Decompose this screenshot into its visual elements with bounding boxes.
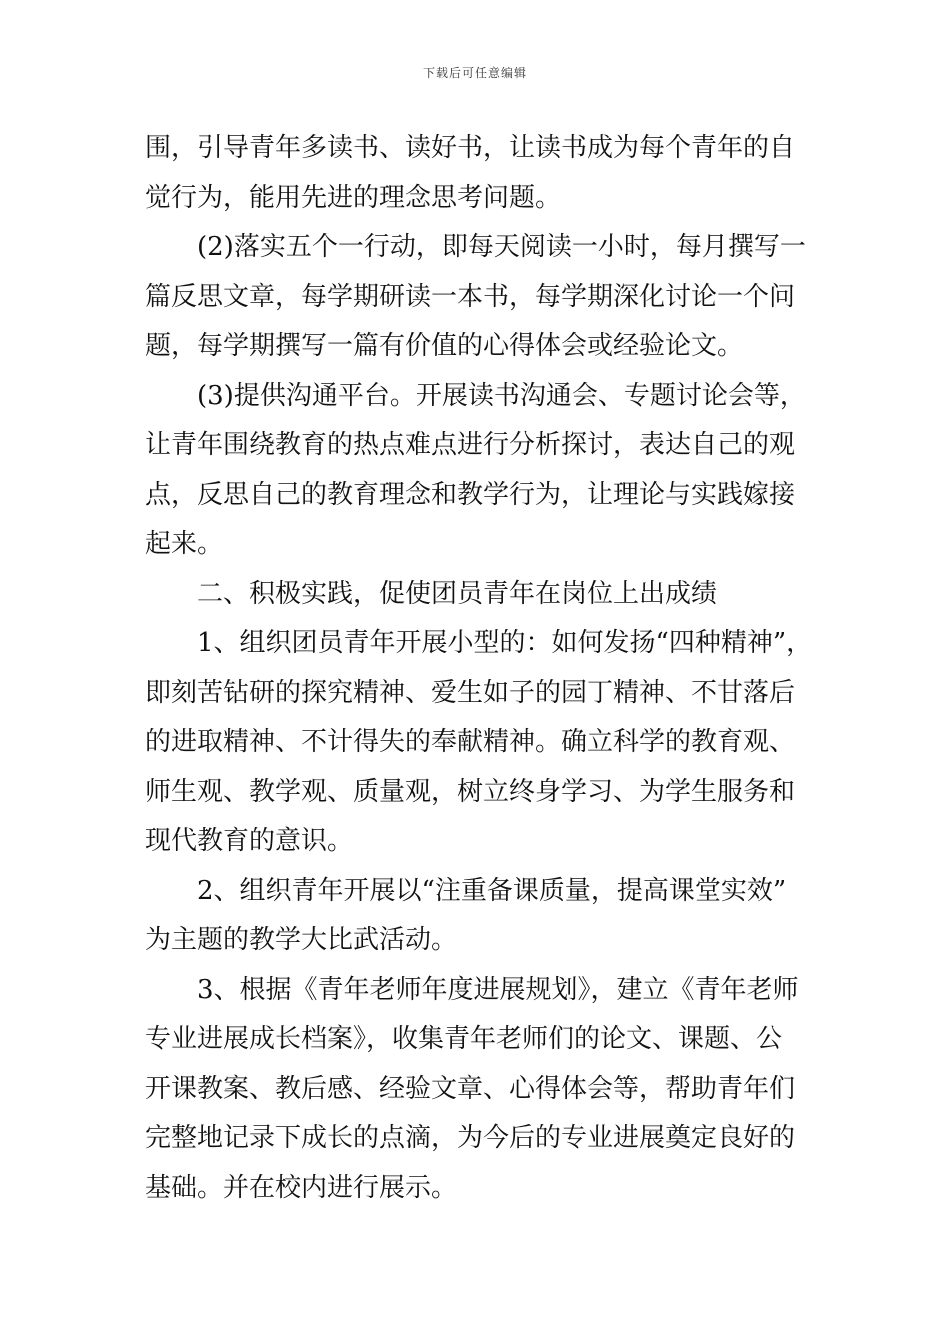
text-line: 即刻苦钻研的探究精神、爱生如子的园丁精神、不甘落后 [145, 677, 796, 708]
text-line: 3、根据《青年老师年度进展规划》，建立《青年老师 [197, 974, 799, 1005]
section-heading: 二、积极实践，促使团员青年在岗位上出成绩 [197, 578, 718, 609]
text-line: 的进取精神、不计得失的奉献精神。确立科学的教育观、 [145, 727, 796, 757]
text-line: 现代教育的意识。 [145, 826, 354, 856]
text-line: 篇反思文章，每学期研读一本书，每学期深化讨论一个问 [145, 281, 796, 312]
text-line: 2、组织青年开展以“注重备课质量，提高课堂实效” [197, 875, 787, 906]
text-line: 为主题的教学大比武活动。 [145, 925, 458, 955]
header-note: 下载后可任意编辑 [422, 66, 527, 80]
text-line: (2)落实五个一行动，即每天阅读一小时，每月撰写一 [197, 232, 806, 262]
text-line: 专业进展成长档案》，收集青年老师们的论文、课题、公 [145, 1024, 783, 1054]
text-line: 题，每学期撰写一篇有价值的心得体会或经验论文。 [145, 331, 744, 361]
text-line: 围，引导青年多读书、读好书，让读书成为每个青年的自 [145, 133, 796, 163]
text-line: 1、组织团员青年开展小型的：如何发扬“四种精神”， [197, 628, 813, 658]
text-line: 让青年围绕教育的热点难点进行分析探讨，表达自己的观 [145, 430, 796, 460]
text-line: (3)提供沟通平台。开展读书沟通会、专题讨论会等， [197, 380, 806, 411]
text-line: 起来。 [145, 529, 224, 559]
body-text [145, 124, 817, 1213]
text-line: 基础。并在校内进行展示。 [145, 1172, 458, 1203]
text-line: 觉行为，能用先进的理念思考问题。 [145, 182, 562, 213]
text-line: 点，反思自己的教育理念和教学行为，让理论与实践嫁接 [145, 479, 796, 510]
text-line: 开课教案、教后感、经验文章、心得体会等，帮助青年们 [145, 1073, 796, 1104]
text-line: 完整地记录下成长的点滴，为今后的专业进展奠定良好的 [145, 1123, 796, 1153]
text-line: 师生观、教学观、质量观，树立终身学习、为学生服务和 [145, 776, 796, 807]
